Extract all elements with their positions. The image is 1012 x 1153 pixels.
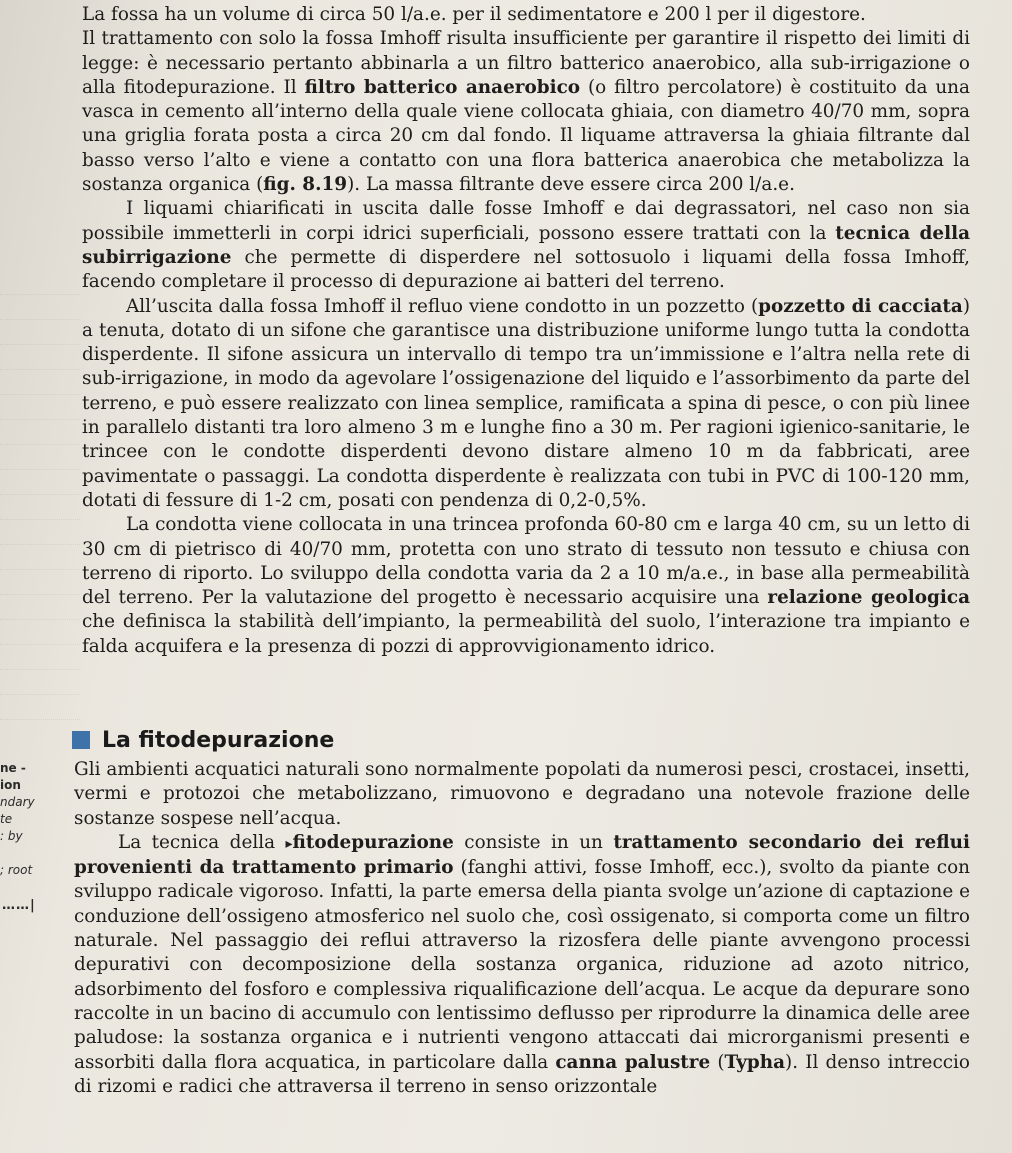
section-title: La fitodepurazione xyxy=(102,727,335,753)
section-heading xyxy=(72,725,334,755)
margin-gloss-line: ne - xyxy=(0,761,26,775)
text-run: Typha xyxy=(724,1051,786,1073)
paragraph-p3 xyxy=(82,197,970,294)
text-run: tecnica della subirrigazione xyxy=(82,222,970,268)
paragraph-p1 xyxy=(82,3,970,27)
text-run: ). Il denso intreccio di rizomi e radici che attraversa il terreno in senso orizzontale xyxy=(74,1051,970,1097)
margin-gloss-line: te xyxy=(0,812,13,826)
text-run: (fanghi attivi, fosse Imhoff, ecc.), svolto da piante con sviluppo radicale vigoroso. Infatti, la parte emersa della pianta svolge un’azione di captazione e conduzione dell’ossigeno atmosferico nel suolo che, così ossigenato, si comporta come un filtro naturale. Nel passaggio dei reflui attraverso la rizosfera delle piante avvengono processi depurativi con decomposizione della sostanza organica, riduzione ad azoto nitrico, adsorbimento del fosforo e complessiva riqualificazione dell’acqua. Le acque da depurare sono raccolte in un bacino di accumulo con lentissimo deflusso per riprodurre la dinamica delle aree paludose: la sostanza organica e i nutrienti vengono attaccati dai microrganismi presenti e assorbiti dalla flora acquatica, in particolare dalla xyxy=(74,857,970,1073)
text-run: I liquami chiarificati in uscita dalle fosse Imhoff e dai degrassatori, nel caso non sia possibile immetterli in corpi idrici superficiali, possono essere trattati con la xyxy=(82,198,970,244)
text-run: fig. 8.19 xyxy=(263,174,348,196)
text-run: La tecnica della xyxy=(118,831,286,853)
text-run: filtro batterico anaerobico xyxy=(304,76,581,98)
margin-glossary xyxy=(0,760,60,879)
paragraph-s2 xyxy=(74,831,970,1099)
text-run: (o filtro percolatore) è costituito da una vasca in cemento all’interno della quale viene collocata ghiaia, con diametro 40/70 mm, sopra una griglia forata posta a circa 20 cm dal fondo. Il liquame attraversa la ghiaia filtrante dal basso verso l’alto e viene a contatto con una flora batterica anaerobica che metabolizza la sostanza organica ( xyxy=(82,76,970,196)
text-run: La fossa ha un volume di circa 50 l/a.e. per il sedimentatore e 200 l per il digestore. xyxy=(82,4,866,25)
text-run: ). La massa filtrante deve essere circa 200 l/a.e. xyxy=(347,174,795,196)
text-run: La condotta viene collocata in una trincea profonda 60-80 cm e larga 40 cm, su un letto di 30 cm di pietrisco di 40/70 mm, protetta con uno strato di tessuto non tessuto e chiusa con terreno di riporto. Lo sviluppo della condotta varia da 2 a 10 m/a.e., in base alla permeabilità del terreno. Per la valutazione del progetto è necessario acquisire una xyxy=(82,514,970,609)
text-run: relazione geologica xyxy=(767,587,970,609)
text-run: consiste in un xyxy=(453,831,614,853)
margin-gloss-line: ion xyxy=(0,778,21,792)
section-text-column xyxy=(74,758,970,1099)
text-run: Gli ambienti acquatici naturali sono normalmente popolati da numerosi pesci, crostacei, insetti, vermi e protozoi che metabolizzano, rimuovono e degradano una notevole frazione delle sostanze sospese nell’acqua. xyxy=(74,759,970,829)
section-marker-icon xyxy=(72,731,90,749)
text-run: canna palustre xyxy=(555,1051,711,1073)
margin-gloss-line: ; root xyxy=(0,863,33,877)
margin-gloss-line: : by xyxy=(0,829,23,843)
text-run: che permette di disperdere nel sottosuolo i liquami della fossa Imhoff, facendo completare il processo di depurazione ai batteri del terreno. xyxy=(82,246,970,293)
text-run: ( xyxy=(710,1051,725,1073)
text-run: che definisca la stabilità dell’impianto, la permeabilità del suolo, l’interazione tra impianto e falda acquifera e la presenza di pozzi di approvvigionamento idrico. xyxy=(82,611,970,657)
bleed-through-text xyxy=(0,270,80,740)
top-text-column xyxy=(82,3,970,659)
text-run: ) a tenuta, dotato di un sifone che garantisce una distribuzione uniforme lungo tutta la condotta disperdente. Il sifone assicura un intervallo di tempo tra un’immissione e l’altra nella rete di sub-irrigazione, in modo da agevolare l’ossigenazione del liquido e l’assorbimento da parte del terreno, e può essere realizzato con linea semplice, ramificata a spina di pesce, o con più linee in parallelo distanti tra loro almeno 3 m e lunghe fino a 30 m. Per ragioni igienico-sanitarie, le trincee con le condotte disperdenti devono distare almeno 10 m da fabbricati, aree pavimentate o passaggi. La condotta disperdente è realizzata con tubi in PVC di 100-120 mm, dotati di fessure di 1-2 cm, posati con pendenza di 0,2-0,5%. xyxy=(82,295,970,511)
paragraph-p4 xyxy=(82,295,970,514)
margin-dots: ……| xyxy=(2,898,36,913)
paragraph-p2 xyxy=(82,27,970,197)
text-run: trattamento secondario dei reflui provenienti da trattamento primario xyxy=(74,831,970,879)
glossary-arrow-icon: ▸ xyxy=(285,835,293,852)
text-run: Il trattamento con solo la fossa Imhoff risulta insufficiente per garantire il rispetto dei limiti di legge: è necessario pertanto abbinarla a un filtro batterico anaerobico, alla sub-irrigazione o alla fitodepurazione. Il xyxy=(82,28,970,98)
text-run: All’uscita dalla fossa Imhoff il refluo viene condotto in un pozzetto ( xyxy=(126,295,759,317)
text-run: pozzetto di cacciata xyxy=(758,295,963,317)
margin-gloss-line xyxy=(0,845,60,862)
paragraph-p5 xyxy=(82,513,970,659)
text-run: fitodepurazione xyxy=(292,831,454,853)
paragraph-s1 xyxy=(74,758,970,831)
margin-gloss-line: ndary xyxy=(0,795,35,809)
